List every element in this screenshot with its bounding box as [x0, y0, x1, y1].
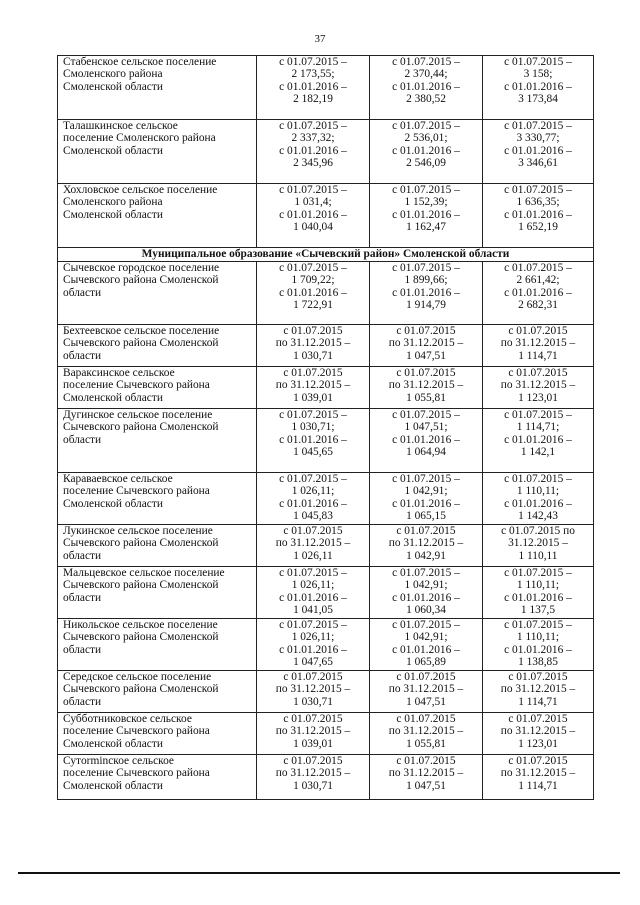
tariff-value-line: с 01.01.2016 – — [504, 497, 572, 510]
tariff-value-cell — [483, 325, 594, 367]
tariff-value-line: 2 661,42; — [516, 274, 560, 287]
tariff-value-line: 1 123,01 — [518, 737, 558, 750]
tariff-value-cell — [483, 184, 594, 248]
tariff-value-cell — [483, 367, 594, 409]
tariff-value-line: 2 182,19 — [293, 92, 333, 105]
tariff-value-line: по 31.12.2015 – — [275, 683, 351, 696]
tariff-value-line: с 01.01.2016 – — [504, 144, 572, 157]
tariff-value-cell — [370, 671, 483, 713]
settlement-name-line: Стабенское сельское поселение — [63, 56, 217, 68]
tariff-value-cell — [370, 755, 483, 800]
tariff-value-line: с 01.07.2015 — [283, 325, 343, 337]
tariff-value-line: 1 060,34 — [406, 603, 446, 616]
tariff-value-line: 1 114,71 — [518, 779, 558, 792]
tariff-value-line: 1 065,15 — [406, 509, 446, 522]
tariff-value-line: 1 899,66; — [404, 274, 448, 287]
tariff-value-cell — [370, 525, 483, 567]
tariff-value-line: с 01.01.2016 – — [279, 433, 347, 446]
settlement-name-line: Мальцевское сельское поселение — [63, 567, 225, 579]
tariff-value-line: с 01.07.2015 – — [279, 567, 347, 579]
tariff-value-line: с 01.07.2015 — [283, 713, 343, 725]
tariff-value-line: 31.12.2015 – — [508, 537, 568, 550]
tariff-value-line: по 31.12.2015 – — [388, 767, 464, 780]
tariff-value-line: с 01.07.2015 – — [392, 619, 460, 631]
settlement-name-line: области — [63, 286, 102, 299]
settlement-name-line: поселение Сычевского района — [63, 725, 210, 738]
tariff-value-cell — [257, 713, 370, 755]
tariff-value-line: по 31.12.2015 – — [388, 725, 464, 738]
settlement-name-cell — [58, 367, 257, 409]
tariff-value-line: с 01.07.2015 – — [504, 567, 572, 579]
tariff-value-line: 1 042,91; — [404, 579, 448, 592]
tariff-value-line: с 01.07.2015 – — [504, 619, 572, 631]
tariff-value-line: с 01.07.2015 по — [501, 525, 575, 537]
settlement-name-line: поселение Смоленского района — [63, 132, 216, 145]
settlement-name-line: Вараксинское сельское — [63, 367, 175, 379]
tariff-value-line: по 31.12.2015 – — [500, 725, 576, 738]
tariff-value-line: 1 142,43 — [518, 509, 558, 522]
tariff-value-cell — [370, 473, 483, 525]
settlement-name-line: Караваевское сельское — [63, 473, 173, 485]
tariff-value-line: с 01.07.2015 – — [392, 409, 460, 421]
tariff-value-line: 1 722,91 — [293, 298, 333, 311]
tariff-value-cell — [370, 262, 483, 325]
tariff-value-cell — [483, 619, 594, 671]
tariff-value-line: с 01.07.2015 — [283, 755, 343, 767]
tariff-value-line: с 01.07.2015 – — [504, 409, 572, 421]
tariff-value-line: с 01.01.2016 – — [279, 80, 347, 93]
tariff-value-line: 1 047,65 — [293, 655, 333, 668]
settlement-name-line: Никольское сельское поселение — [63, 619, 218, 631]
tariff-value-line: с 01.01.2016 – — [392, 80, 460, 93]
tariff-value-line: с 01.07.2015 – — [392, 120, 460, 132]
tariff-value-line: 1 114,71 — [518, 695, 558, 708]
tariff-value-line: 1 137,5 — [520, 603, 556, 616]
settlement-name-cell — [58, 325, 257, 367]
tariff-value-line: 2 370,44; — [404, 68, 448, 81]
settlement-name-cell — [58, 671, 257, 713]
tariff-value-line: 1 026,11; — [291, 631, 335, 644]
settlement-name-cell — [58, 262, 257, 325]
settlement-name-line: Смоленской области — [63, 497, 163, 510]
tariff-value-line: 3 330,77; — [516, 132, 560, 145]
tariff-value-cell — [483, 262, 594, 325]
tariff-value-line: по 31.12.2015 – — [388, 683, 464, 696]
table-row — [58, 409, 594, 473]
tariff-value-line: с 01.01.2016 – — [279, 144, 347, 157]
tariff-value-line: с 01.07.2015 — [396, 713, 456, 725]
settlement-name-line: Смоленского района — [63, 68, 163, 81]
settlement-name-cell — [58, 567, 257, 619]
tariff-value-line: с 01.01.2016 – — [279, 643, 347, 656]
table-row — [58, 567, 594, 619]
tariff-value-line: с 01.01.2016 – — [279, 497, 347, 510]
tariff-value-line: 3 173,84 — [518, 92, 558, 105]
settlement-name-line: Сычевского района Смоленской — [63, 683, 219, 696]
settlement-name-line: Смоленской области — [63, 737, 163, 750]
tariff-value-cell — [370, 56, 483, 120]
tariff-value-line: с 01.01.2016 – — [392, 144, 460, 157]
tariff-value-cell — [370, 567, 483, 619]
settlement-name-cell — [58, 755, 257, 800]
tariff-value-cell — [370, 367, 483, 409]
tariff-value-line: 1 042,91; — [404, 631, 448, 644]
tariff-value-line: с 01.07.2015 – — [504, 56, 572, 68]
table-row — [58, 713, 594, 755]
tariff-value-line: с 01.07.2015 — [283, 671, 343, 683]
settlement-name-line: Хохловское сельское поселение — [63, 184, 218, 196]
tariff-value-line: 2 536,01; — [404, 132, 448, 145]
tariff-value-line: с 01.07.2015 — [508, 713, 568, 725]
settlement-name-line: Субботниковское сельское — [63, 713, 192, 725]
tariff-value-cell — [257, 671, 370, 713]
tariff-value-line: 1 142,1 — [520, 445, 556, 458]
tariff-value-line: с 01.07.2015 – — [279, 262, 347, 274]
tariff-value-line: с 01.01.2016 – — [504, 433, 572, 446]
tariff-value-line: 2 380,52 — [406, 92, 446, 105]
tariff-value-line: 1 652,19 — [518, 220, 558, 233]
tariff-value-line: с 01.07.2015 – — [279, 56, 347, 68]
tariff-value-line: по 31.12.2015 – — [388, 337, 464, 350]
tariff-value-line: 1 047,51 — [406, 779, 446, 792]
tariff-value-cell — [257, 755, 370, 800]
tariff-value-line: 1 709,22; — [291, 274, 335, 287]
tariff-value-line: с 01.07.2015 – — [279, 619, 347, 631]
settlement-name-line: Смоленской области — [63, 391, 163, 404]
tariff-value-line: с 01.01.2016 – — [392, 643, 460, 656]
table-row — [58, 120, 594, 184]
tariff-value-cell — [370, 184, 483, 248]
tariff-value-line: 1 914,79 — [406, 298, 446, 311]
tariff-value-line: по 31.12.2015 – — [500, 683, 576, 696]
settlement-name-line: Середское сельское поселение — [63, 671, 212, 683]
settlement-name-cell — [58, 409, 257, 473]
table-row — [58, 184, 594, 248]
settlement-name-line: Сычевского района Смоленской — [63, 631, 219, 644]
tariff-value-line: с 01.07.2015 – — [279, 184, 347, 196]
tariff-value-line: с 01.07.2015 – — [279, 473, 347, 485]
tariff-value-line: с 01.01.2016 – — [392, 497, 460, 510]
table-row — [58, 56, 594, 120]
settlement-name-line: поселение Сычевского района — [63, 485, 210, 498]
tariff-value-line: с 01.07.2015 – — [504, 473, 572, 485]
tariff-value-line: 1 123,01 — [518, 391, 558, 404]
tariff-value-line: с 01.07.2015 — [396, 525, 456, 537]
settlement-name-line: Лукинское сельское поселение — [63, 525, 213, 537]
tariff-value-line: по 31.12.2015 – — [275, 379, 351, 392]
tariff-value-line: 1 045,83 — [293, 509, 333, 522]
tariff-value-line: с 01.07.2015 — [508, 755, 568, 767]
tariff-value-cell — [370, 120, 483, 184]
tariff-value-line: с 01.01.2016 – — [504, 643, 572, 656]
tariff-value-line: 1 110,11; — [516, 485, 560, 498]
tariff-value-cell — [257, 325, 370, 367]
tariff-value-cell — [483, 525, 594, 567]
tariff-value-line: с 01.07.2015 — [396, 755, 456, 767]
tariff-value-line: 1 041,05 — [293, 603, 333, 616]
section-header-row — [58, 248, 594, 262]
tariff-value-cell — [483, 56, 594, 120]
tariff-value-line: 1 114,71 — [518, 349, 558, 362]
tariff-value-line: 1 030,71 — [293, 695, 333, 708]
tariff-value-cell — [257, 619, 370, 671]
tariff-value-line: 1 047,51; — [404, 421, 448, 434]
settlement-name-line: Сычевского района Смоленской — [63, 537, 219, 550]
tariff-value-line: 1 047,51 — [406, 695, 446, 708]
tariff-value-line: 2 337,32; — [291, 132, 335, 145]
tariff-value-line: по 31.12.2015 – — [275, 337, 351, 350]
tariff-value-line: с 01.01.2016 – — [392, 286, 460, 299]
table-row — [58, 367, 594, 409]
tariff-value-line: с 01.01.2016 – — [504, 80, 572, 93]
tariff-value-cell — [483, 473, 594, 525]
tariff-value-line: с 01.07.2015 — [283, 367, 343, 379]
tariff-value-line: 2 345,96 — [293, 156, 333, 169]
tariff-value-line: с 01.01.2016 – — [279, 591, 347, 604]
tariff-value-cell — [483, 671, 594, 713]
tariff-value-line: с 01.07.2015 – — [504, 184, 572, 196]
tariff-value-line: с 01.07.2015 – — [392, 56, 460, 68]
tariff-table-body — [58, 56, 594, 800]
tariff-value-line: 1 026,11 — [293, 549, 333, 562]
tariff-value-line: 1 042,91; — [404, 485, 448, 498]
tariff-value-line: по 31.12.2015 – — [275, 725, 351, 738]
tariff-value-line: по 31.12.2015 – — [275, 767, 351, 780]
tariff-value-line: с 01.01.2016 – — [279, 286, 347, 299]
settlement-name-line: Бехтеевское сельское поселение — [63, 325, 220, 337]
tariff-value-cell — [370, 713, 483, 755]
tariff-value-line: с 01.01.2016 – — [392, 433, 460, 446]
tariff-table — [57, 55, 594, 800]
table-row — [58, 262, 594, 325]
tariff-value-line: с 01.01.2016 – — [504, 286, 572, 299]
tariff-value-line: с 01.01.2016 – — [392, 591, 460, 604]
settlement-name-line: Сычевского района Смоленской — [63, 337, 219, 350]
tariff-value-cell — [483, 713, 594, 755]
tariff-value-line: 1 162,47 — [406, 220, 446, 233]
settlement-name-line: Смоленской области — [63, 80, 163, 93]
settlement-name-line: Талашкинское сельское — [63, 120, 178, 132]
settlement-name-line: области — [63, 549, 102, 562]
tariff-value-cell — [257, 120, 370, 184]
tariff-value-line: 1 030,71; — [291, 421, 335, 434]
tariff-value-cell — [483, 755, 594, 800]
tariff-value-cell — [370, 619, 483, 671]
tariff-value-line: с 01.07.2015 – — [392, 473, 460, 485]
tariff-value-cell — [483, 120, 594, 184]
tariff-value-line: с 01.07.2015 – — [279, 120, 347, 132]
tariff-value-line: 1 045,65 — [293, 445, 333, 458]
tariff-value-cell — [483, 409, 594, 473]
tariff-value-line: 2 682,31 — [518, 298, 558, 311]
settlement-name-line: Дугинское сельское поселение — [63, 409, 213, 421]
tariff-value-line: 3 158; — [523, 68, 553, 81]
tariff-value-cell — [370, 409, 483, 473]
tariff-value-line: 1 110,11 — [518, 549, 558, 562]
settlement-name-cell — [58, 525, 257, 567]
table-row — [58, 473, 594, 525]
settlement-name-line: Сычевского района Смоленской — [63, 421, 219, 434]
tariff-value-line: с 01.01.2016 – — [279, 208, 347, 221]
tariff-value-cell — [257, 567, 370, 619]
tariff-value-line: 1 047,51 — [406, 349, 446, 362]
tariff-value-line: 2 546,09 — [406, 156, 446, 169]
settlement-name-line: Смоленской области — [63, 208, 163, 221]
tariff-value-line: по 31.12.2015 – — [500, 337, 576, 350]
tariff-value-line: по 31.12.2015 – — [500, 379, 576, 392]
tariff-value-line: с 01.07.2015 — [508, 325, 568, 337]
tariff-value-cell — [257, 525, 370, 567]
settlement-name-line: Сычевское городское поселение — [63, 262, 220, 274]
tariff-value-cell — [257, 184, 370, 248]
tariff-value-line: 1 026,11; — [291, 579, 335, 592]
settlement-name-line: области — [63, 349, 102, 362]
tariff-value-cell — [257, 409, 370, 473]
settlement-name-line: Сычевского района Смоленской — [63, 274, 219, 287]
page-number: 37 — [314, 33, 326, 45]
table-row — [58, 525, 594, 567]
settlement-name-cell — [58, 120, 257, 184]
tariff-value-cell — [257, 367, 370, 409]
tariff-value-line: 1 040,04 — [293, 220, 333, 233]
tariff-value-line: 1 030,71 — [293, 349, 333, 362]
tariff-value-line: 1 055,81 — [406, 737, 446, 750]
tariff-value-line: 1 031,4; — [294, 196, 332, 209]
tariff-value-line: 1 039,01 — [293, 391, 333, 404]
tariff-value-line: с 01.07.2015 – — [392, 184, 460, 196]
settlement-name-cell — [58, 184, 257, 248]
tariff-value-line: 3 346,61 — [518, 156, 558, 169]
tariff-value-line: с 01.07.2015 – — [504, 262, 572, 274]
settlement-name-line: области — [63, 591, 102, 604]
tariff-value-line: 1 138,85 — [518, 655, 558, 668]
tariff-value-line: 1 055,81 — [406, 391, 446, 404]
tariff-value-line: 1 065,89 — [406, 655, 446, 668]
tariff-value-line: с 01.07.2015 — [396, 325, 456, 337]
tariff-value-line: с 01.07.2015 — [508, 671, 568, 683]
tariff-value-line: с 01.07.2015 — [508, 367, 568, 379]
tariff-value-line: с 01.01.2016 – — [504, 208, 572, 221]
settlement-name-line: области — [63, 643, 102, 656]
tariff-value-line: 1 042,91 — [406, 549, 446, 562]
tariff-value-line: 1 110,11; — [516, 631, 560, 644]
settlement-name-cell — [58, 473, 257, 525]
tariff-value-line: с 01.07.2015 — [396, 671, 456, 683]
tariff-value-line: 1 064,94 — [406, 445, 446, 458]
settlement-name-cell — [58, 56, 257, 120]
tariff-value-line: по 31.12.2015 – — [275, 537, 351, 550]
settlement-name-line: Смоленского района — [63, 196, 163, 209]
settlement-name-line: Сутorminское сельское — [63, 755, 174, 767]
tariff-value-line: 1 114,71; — [516, 421, 560, 434]
settlement-name-line: Сычевского района Смоленской — [63, 579, 219, 592]
tariff-value-line: 1 110,11; — [516, 579, 560, 592]
tariff-value-line: 1 026,11; — [291, 485, 335, 498]
tariff-value-cell — [370, 325, 483, 367]
tariff-value-line: по 31.12.2015 – — [388, 379, 464, 392]
tariff-value-line: с 01.07.2015 — [396, 367, 456, 379]
table-row — [58, 671, 594, 713]
tariff-value-line: с 01.07.2015 – — [279, 409, 347, 421]
tariff-value-cell — [483, 567, 594, 619]
settlement-name-line: Смоленской области — [63, 144, 163, 157]
tariff-value-cell — [257, 56, 370, 120]
tariff-value-cell — [257, 262, 370, 325]
section-title: Муниципальное образование «Сычевский район» Смоленской области — [58, 248, 594, 262]
settlement-name-line: области — [63, 695, 102, 708]
tariff-value-line: с 01.07.2015 – — [504, 120, 572, 132]
tariff-value-line: 1 039,01 — [293, 737, 333, 750]
settlement-name-line: поселение Сычевского района — [63, 767, 210, 780]
settlement-name-line: поселение Сычевского района — [63, 379, 210, 392]
settlement-name-cell — [58, 713, 257, 755]
table-row — [58, 619, 594, 671]
tariff-value-line: с 01.07.2015 – — [392, 262, 460, 274]
tariff-value-line: 1 030,71 — [293, 779, 333, 792]
settlement-name-line: области — [63, 433, 102, 446]
tariff-value-line: 1 636,35; — [516, 196, 560, 209]
tariff-value-line: с 01.01.2016 – — [504, 591, 572, 604]
tariff-value-line: 1 152,39; — [404, 196, 448, 209]
tariff-value-line: по 31.12.2015 – — [388, 537, 464, 550]
bottom-divider — [18, 872, 620, 874]
tariff-value-line: с 01.01.2016 – — [392, 208, 460, 221]
settlement-name-cell — [58, 619, 257, 671]
tariff-value-line: с 01.07.2015 – — [392, 567, 460, 579]
table-row — [58, 325, 594, 367]
settlement-name-line: Смоленской области — [63, 779, 163, 792]
tariff-value-cell — [257, 473, 370, 525]
tariff-value-line: 2 173,55; — [291, 68, 335, 81]
table-row — [58, 755, 594, 800]
tariff-value-line: с 01.07.2015 — [283, 525, 343, 537]
tariff-value-line: по 31.12.2015 – — [500, 767, 576, 780]
